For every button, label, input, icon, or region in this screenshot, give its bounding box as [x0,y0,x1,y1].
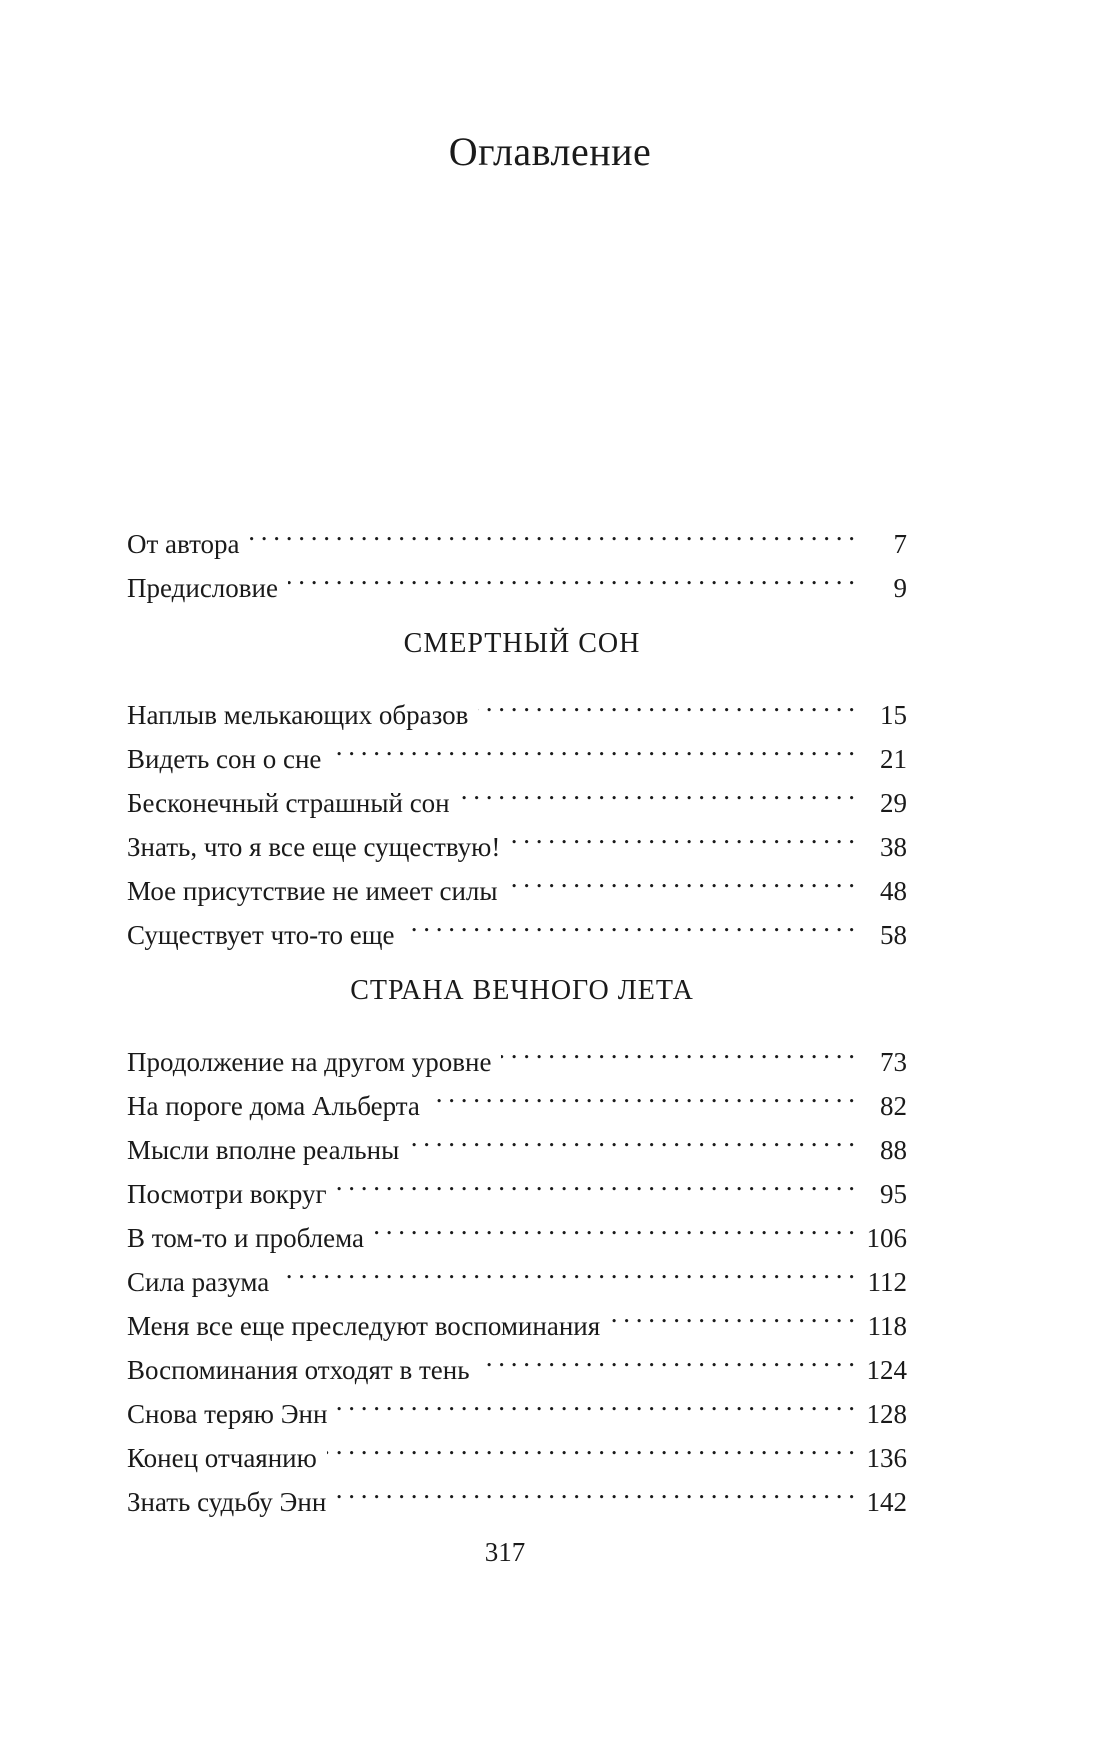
toc-entry-page: 48 [880,876,907,906]
table-of-contents [127,509,907,1517]
toc-entry-page: 128 [866,1399,907,1429]
toc-entry-page: 29 [880,788,907,818]
dot-leader [288,553,855,597]
dot-leader [460,768,855,812]
toc-entry-title: Меня все еще преследуют воспоминания [127,1311,601,1341]
toc-entry-page: 38 [880,832,907,862]
toc-entry-page: 21 [880,744,907,774]
section-heading: СМЕРТНЫЙ СОН [403,628,641,659]
toc-entry-page: 124 [866,1355,907,1385]
toc-entry-title: Знать, что я все еще существую! [127,832,501,862]
toc-entry-title: Мое присутствие не имеет силы [127,876,498,906]
dot-leader [336,1467,855,1511]
page-title: Оглавление [448,129,652,174]
dot-leader [250,509,855,553]
toc-entry-page: 7 [893,529,907,559]
toc-entry-title: Знать судьбу Энн [127,1487,327,1517]
toc-entry-page: 9 [893,573,907,603]
dot-leader [327,1423,855,1467]
toc-entry-title: Предисловие [127,573,278,603]
page-number: 317 [484,1537,526,1567]
toc-entry-page: 58 [880,920,907,950]
dot-leader [337,1379,855,1423]
toc-entry [127,680,907,730]
toc-entry-title: Воспоминания отходят в тень [127,1355,470,1385]
toc-entry-page: 142 [866,1487,907,1517]
toc-entry-title: Посмотри вокруг [127,1179,327,1209]
dot-leader [409,1115,855,1159]
toc-entry-page: 118 [867,1311,907,1341]
toc-entry-title: На пороге дома Альберта [127,1091,420,1121]
toc-entry-page: 73 [880,1047,907,1077]
dot-leader [501,1027,855,1071]
dot-leader [610,1291,855,1335]
toc-entry-title: Бесконечный страшный сон [127,788,450,818]
dot-leader [508,856,855,900]
dot-leader [279,1247,855,1291]
dot-leader [480,1335,855,1379]
section-heading: СТРАНА ВЕЧНОГО ЛЕТА [350,975,694,1006]
toc-entry-title: В том-то и проблема [127,1223,365,1253]
toc-entry-page: 136 [866,1443,907,1473]
toc-entry-page: 82 [880,1091,907,1121]
toc-entry-title: От автора [127,529,240,559]
toc-entry-page: 112 [867,1267,907,1297]
toc-entry-title: Снова теряю Энн [127,1399,328,1429]
toc-entry-title: Продолжение на другом уровне [127,1047,492,1077]
toc-entry-title: Существует что-то еще [127,920,395,950]
toc-entry-title: Мысли вполне реальны [127,1135,400,1165]
dot-leader [331,724,855,768]
dot-leader [405,900,855,944]
toc-entry-page: 106 [866,1223,907,1253]
toc-entry-title: Конец отчаянию [127,1443,317,1473]
toc-entry-page: 88 [880,1135,907,1165]
toc-entry [127,509,907,559]
toc-entry-title: Наплыв мелькающих образов [127,700,469,730]
toc-entry-title: Сила разума [127,1267,270,1297]
toc-entry [127,1027,907,1077]
toc-entry-title: Видеть сон о сне [127,744,322,774]
dot-leader [478,680,855,724]
dot-leader [510,812,855,856]
dot-leader [337,1159,855,1203]
dot-leader [430,1071,855,1115]
dot-leader [374,1203,855,1247]
toc-entry-page: 15 [880,700,907,730]
toc-entry-page: 95 [880,1179,907,1209]
